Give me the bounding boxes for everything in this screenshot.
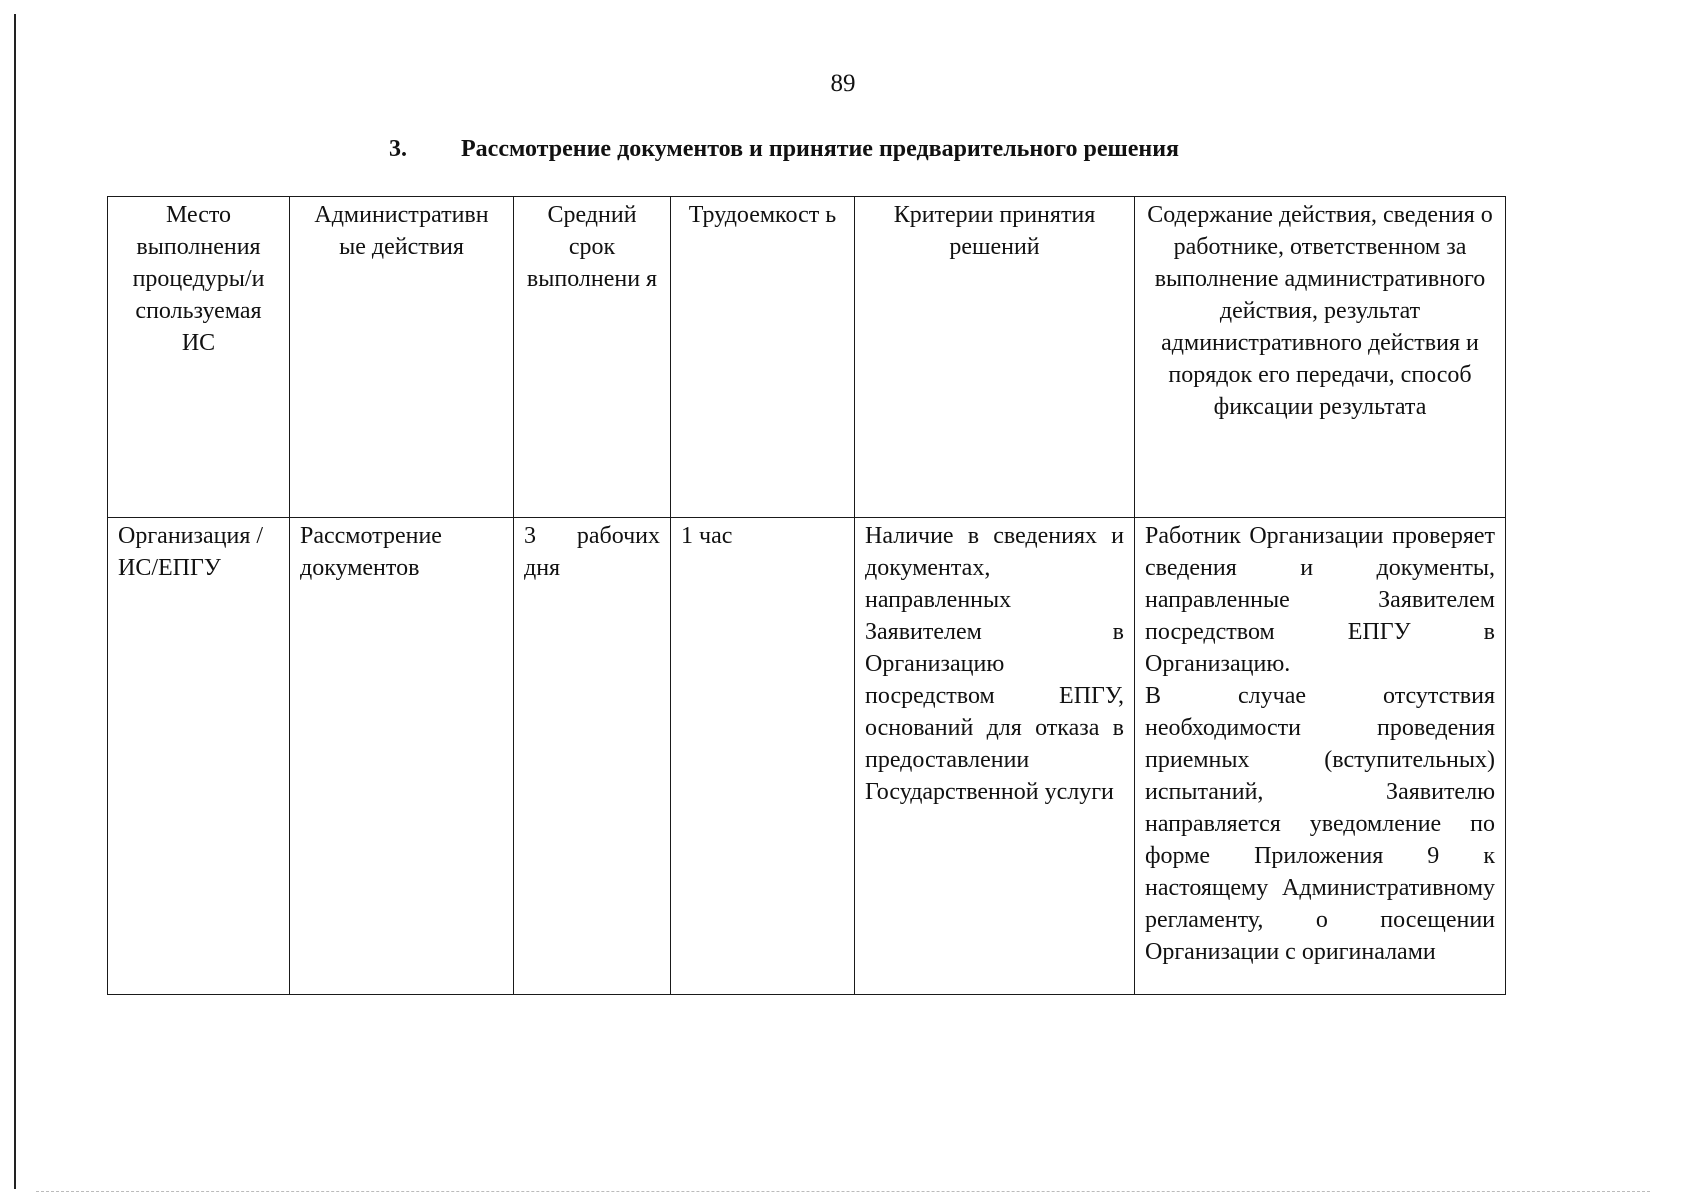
table-header-row [108, 197, 1506, 518]
header-action: Административн ые действия [290, 197, 514, 518]
header-content: Содержание действия, сведения о работнике, ответственном за выполнение административного действия, результат административного действия и порядок его передачи, способ фиксации результата [1135, 197, 1506, 518]
content-paragraph: В случае отсутствия необходимости проведения приемных (вступительных) испытаний, Заявителю направляется уведомление по форме Приложения 9 к настоящему Административному регламенту, о посещении Организации с оригиналами [1145, 683, 1495, 965]
content-paragraph: Работник Организации проверяет сведения и документы, направленные Заявителем посредством ЕПГУ в Организацию. [1145, 523, 1495, 677]
cell-place: Организация /ИС/ЕПГУ [108, 518, 290, 995]
table-row [108, 518, 1506, 995]
header-criteria: Критерии принятия решений [855, 197, 1135, 518]
cell-action: Рассмотрение документов [290, 518, 514, 995]
cell-content [1135, 518, 1506, 995]
cell-criteria: Наличие в сведениях и документах, направленных Заявителем в Организацию посредством ЕПГУ, оснований для отказа в предоставлении Государственной услуги [855, 518, 1135, 995]
scan-bottom-edge-line [36, 1191, 1650, 1192]
section-title: Рассмотрение документов и принятие предварительного решения [461, 136, 1180, 162]
section-heading [389, 136, 1179, 163]
procedure-table [107, 196, 1506, 995]
section-number: 3. [389, 136, 407, 162]
cell-term: 3 рабочих дня [514, 518, 671, 995]
page-number: 89 [830, 70, 856, 97]
scan-left-edge-line [14, 14, 16, 1189]
header-place: Место выполнения процедуры/и спользуемая ИС [108, 197, 290, 518]
header-term: Средний срок выполнени я [514, 197, 671, 518]
cell-labor: 1 час [671, 518, 855, 995]
header-labor: Трудоемкост ь [671, 197, 855, 518]
